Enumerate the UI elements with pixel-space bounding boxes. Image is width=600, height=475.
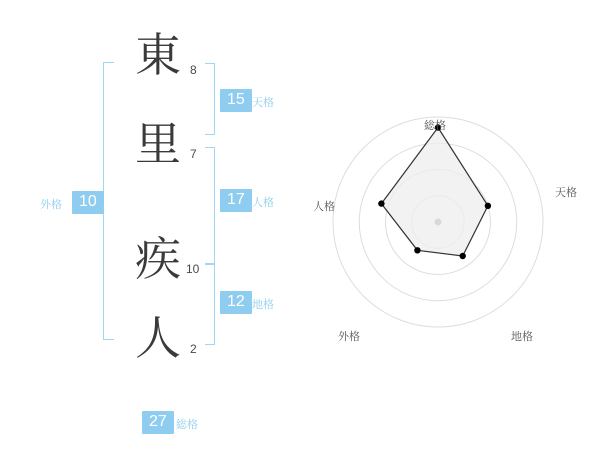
radar-series-polygon — [381, 128, 488, 257]
outer-bracket — [103, 62, 114, 340]
kanji-char-3: 疾 — [135, 232, 181, 286]
axis-label-tenkaku: 天格 — [555, 186, 577, 199]
jinkaku-label: 人格 — [252, 196, 274, 209]
outer-score-badge: 10 — [72, 191, 104, 214]
stroke-count-2: 7 — [190, 147, 197, 161]
radar-data-point — [460, 253, 466, 259]
soukaku-badge: 27 — [142, 411, 174, 434]
tenkaku-badge: 15 — [220, 89, 252, 112]
jinkaku-badge: 17 — [220, 189, 252, 212]
kanji-char-4: 人 — [135, 311, 181, 365]
radar-data-point — [414, 247, 420, 253]
axis-label-jinkaku: 人格 — [313, 200, 335, 213]
chikaku-label: 地格 — [252, 298, 274, 311]
axis-label-chikaku: 地格 — [511, 330, 533, 343]
stroke-count-3: 10 — [186, 262, 200, 276]
jinkaku-bracket — [205, 147, 215, 265]
radar-data-point — [378, 200, 384, 206]
chikaku-badge: 12 — [220, 291, 252, 314]
radar-data-point — [485, 203, 491, 209]
axis-label-gaikaku: 外格 — [338, 330, 360, 343]
name-analysis-panel — [0, 0, 300, 470]
tenkaku-bracket — [205, 63, 215, 135]
axis-label-soukaku: 総格 — [424, 119, 446, 132]
radar-chart — [300, 0, 600, 470]
kanji-char-2: 里 — [135, 117, 181, 171]
tenkaku-label: 天格 — [252, 96, 274, 109]
chikaku-bracket — [205, 263, 215, 345]
kanji-char-1: 東 — [135, 28, 181, 82]
soukaku-label: 総格 — [176, 418, 198, 431]
radar-center-dot — [435, 219, 442, 226]
radar-chart-panel — [300, 0, 600, 470]
outer-score-label: 外格 — [40, 198, 62, 211]
stroke-count-1: 8 — [190, 63, 197, 77]
stroke-count-4: 2 — [190, 342, 197, 356]
